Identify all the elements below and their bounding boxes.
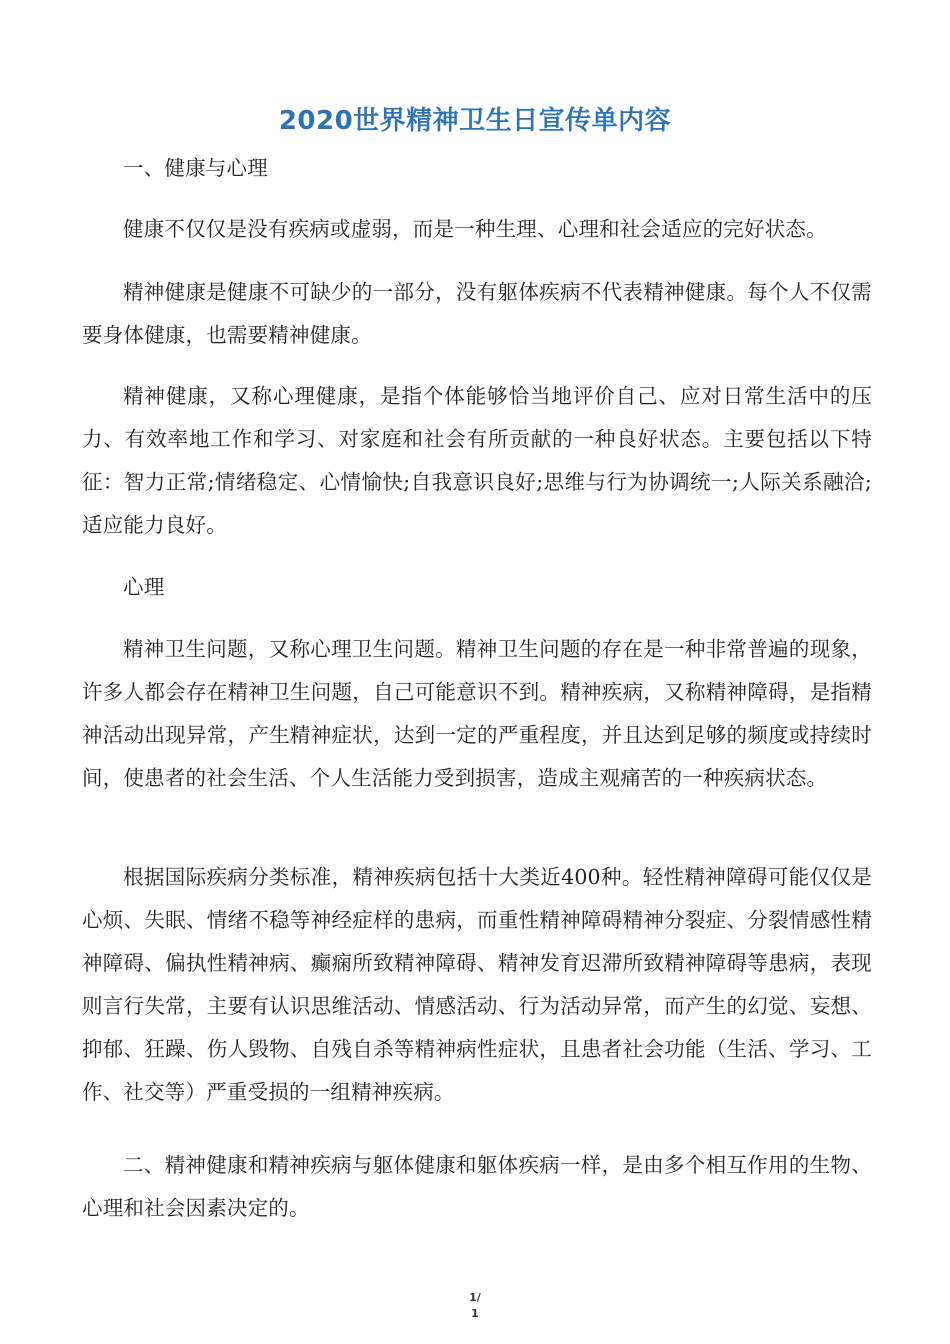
document-title: 2020世界精神卫生日宣传单内容 xyxy=(278,106,672,136)
paragraph-health-definition: 健康不仅仅是没有疾病或虚弱，而是一种生理、心理和社会适应的完好状态。 xyxy=(123,217,827,241)
paragraph-disease-classification: 根据国际疾病分类标准，精神疾病包括十大类近400种。轻性精神障碍可能仅仅是心烦、失眠、情绪不稳等神经症样的患病，而重性精神障碍精神分裂症、分裂情感性精神障碍、偏执性精神病、癫痫所致精神障碍、精神发育迟滞所致精神障碍等患病，表现则言行失常，主要有认识思维活动、情感活动、行为活动异常，而产生的幻觉、妄想、抑郁、狂躁、伤人毁物、自残自杀等精神病性症状，且患者社会功能（生活、学习、工作、社交等）严重受损的一组精神疾病。 xyxy=(82,865,872,1104)
paragraph-mental-health-definition: 精神健康，又称心理健康，是指个体能够恰当地评价自己、应对日常生活中的压力、有效率地工作和学习、对家庭和社会有所贡献的一种良好状态。主要包括以下特征：智力正常;情绪稳定、心情愉快;自我意识良好;思维与行为协调统一;人际关系融洽;适应能力良好。 xyxy=(82,384,872,537)
section-heading-2: 二、精神健康和精神疾病与躯体健康和躯体疾病一样，是由多个相互作用的生物、心理和社会因素决定的。 xyxy=(82,1153,872,1220)
paragraph-mental-health-part: 精神健康是健康不可缺少的一部分，没有躯体疾病不代表精神健康。每个人不仅需要身体健康，也需要精神健康。 xyxy=(82,280,872,347)
section-heading-psychology: 心理 xyxy=(123,575,165,599)
page-number-bottom: 1 xyxy=(471,1307,479,1320)
page-number-top: 1/ xyxy=(469,1291,481,1304)
paragraph-mental-illness: 精神卫生问题，又称心理卫生问题。精神卫生问题的存在是一种非常普遍的现象，许多人都会存在精神卫生问题，自己可能意识不到。精神疾病，又称精神障碍，是指精神活动出现异常，产生精神症状，达到一定的严重程度，并且达到足够的频度或持续时间，使患者的社会生活、个人生活能力受到损害，造成主观痛苦的一种疾病状态。 xyxy=(82,637,872,790)
section-heading-1: 一、健康与心理 xyxy=(123,156,268,180)
